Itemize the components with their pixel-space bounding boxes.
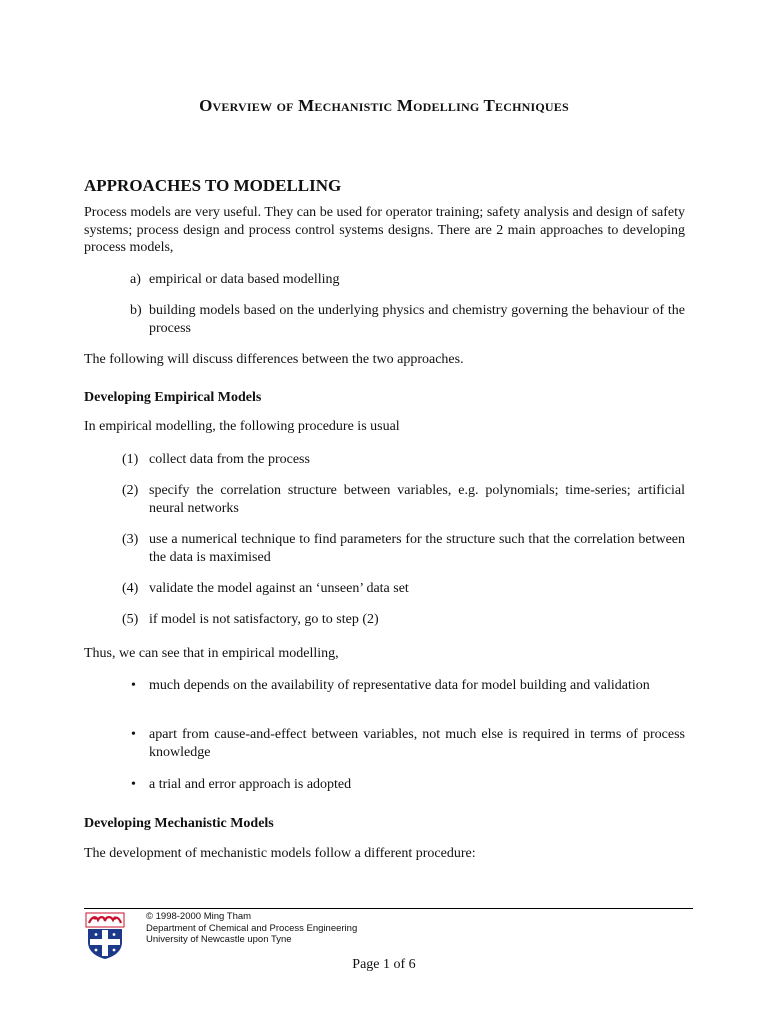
list-marker: b)	[130, 303, 142, 318]
mechanistic-heading: Developing Mechanistic Models	[84, 816, 274, 831]
document-title: Overview of Mechanistic Modelling Techniques	[199, 96, 569, 115]
mechanistic-intro: The development of mechanistic models follow a different procedure:	[84, 846, 476, 861]
list-marker: (4)	[122, 581, 139, 596]
page-number: Page 1 of 6	[352, 957, 416, 972]
list-item	[122, 482, 685, 517]
list-marker: a)	[130, 272, 141, 287]
list-item	[122, 611, 685, 629]
list-marker: (2)	[122, 483, 139, 498]
footer-info	[146, 911, 357, 946]
list-item-text: a trial and error approach is adopted	[149, 777, 352, 792]
empirical-heading: Developing Empirical Models	[84, 390, 262, 405]
list-item	[130, 302, 685, 337]
list-item	[131, 677, 685, 695]
list-item	[131, 726, 685, 761]
list-item-text: if model is not satisfactory, go to step (2)	[149, 612, 379, 627]
intro-paragraph: Process models are very useful. They can be used for operator training; safety analysis and design of safety systems; process design and process control systems designs. There are 2 main approaches to developing process models,	[84, 205, 685, 255]
list-item-text: empirical or data based modelling	[149, 272, 340, 287]
list-item-text: much depends on the availability of representative data for model building and validation	[149, 678, 650, 693]
list-item-text: collect data from the process	[149, 452, 310, 467]
list-marker: (5)	[122, 612, 139, 627]
list-item	[122, 580, 685, 598]
list-item	[130, 271, 685, 289]
list-item-text: specify the correlation structure between variables, e.g. polynomials; time-series; artificial neural networks	[149, 483, 685, 516]
university-crest-icon	[85, 912, 125, 960]
list-marker: (1)	[122, 452, 139, 467]
summary-intro: Thus, we can see that in empirical modelling,	[84, 646, 339, 661]
list-marker: (3)	[122, 532, 139, 547]
list-item-text: building models based on the underlying physics and chemistry governing the behaviour of the process	[149, 303, 685, 336]
department-text: Department of Chemical and Process Engineering	[146, 922, 358, 934]
section-heading: APPROACHES TO MODELLING	[84, 176, 342, 195]
empirical-intro: In empirical modelling, the following procedure is usual	[84, 419, 400, 434]
list-item-text: use a numerical technique to find parameters for the structure such that the correlation between the data is maximised	[149, 532, 685, 565]
list-item	[131, 776, 685, 794]
footer-rule	[84, 908, 693, 909]
bullet-icon: •	[131, 678, 136, 693]
list-item	[122, 451, 685, 469]
list-item	[122, 531, 685, 566]
bullet-icon: •	[131, 777, 136, 792]
transition-paragraph: The following will discuss differences between the two approaches.	[84, 352, 464, 367]
bullet-icon: •	[131, 727, 136, 742]
list-item-text: apart from cause-and-effect between variables, not much else is required in terms of process knowledge	[149, 727, 685, 760]
university-text: University of Newcastle upon Tyne	[146, 934, 292, 945]
list-item-text: validate the model against an ‘unseen’ data set	[149, 581, 409, 596]
copyright-text: © 1998-2000 Ming Tham	[146, 911, 252, 922]
